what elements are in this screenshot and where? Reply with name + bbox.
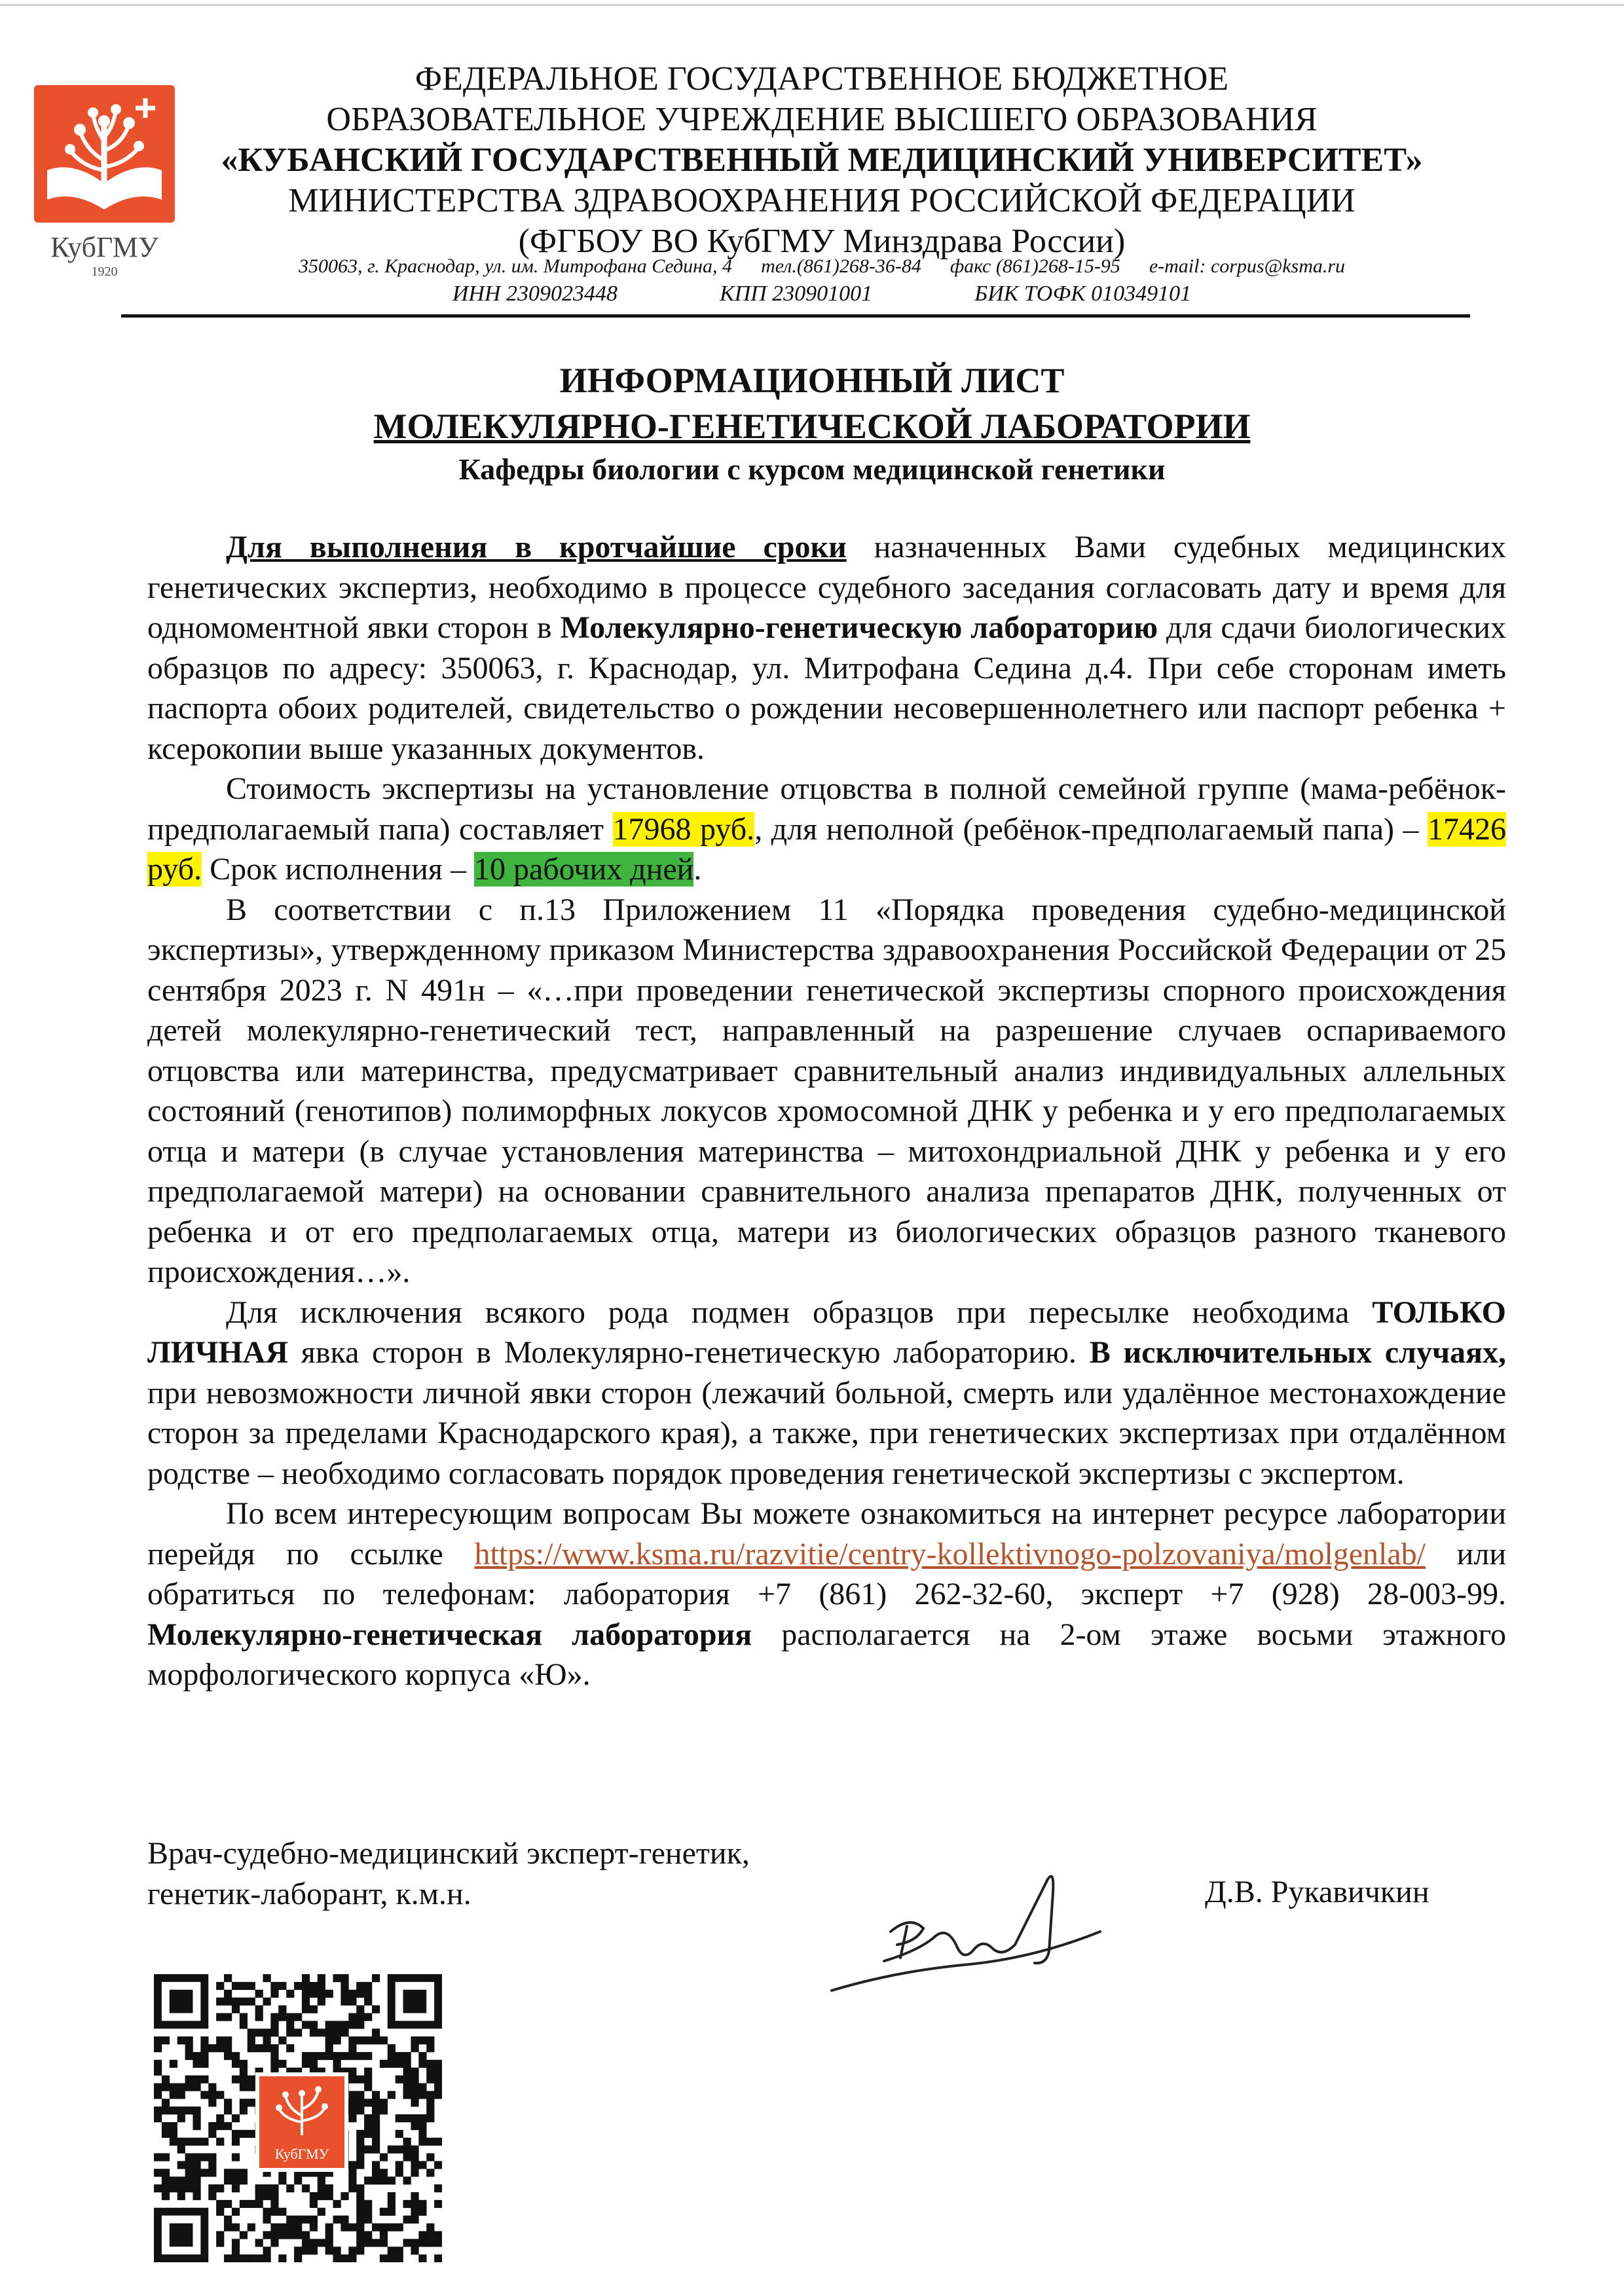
signer-position — [147, 1833, 750, 1915]
fax: факс (861)268-15-95 — [950, 255, 1120, 277]
letterhead — [196, 59, 1447, 262]
paragraph-4 — [147, 1293, 1506, 1494]
university-logo — [34, 85, 175, 282]
term: 10 рабочих дней — [473, 852, 694, 887]
contacts-line — [196, 255, 1447, 278]
p2-text-3: Срок исполнения – — [202, 852, 474, 887]
document-body — [147, 527, 1506, 1695]
lab-name: Молекулярно-генетическую лабораторию — [560, 610, 1158, 645]
exceptional-cases: В исключительных случаях, — [1089, 1335, 1507, 1370]
price-partial: 17426 руб. — [147, 811, 1507, 887]
price-full: 17968 руб. — [612, 811, 755, 847]
only-personal: ТОЛЬКО ЛИЧНАЯ — [147, 1294, 1506, 1370]
handwritten-signature — [819, 1853, 1113, 2004]
letterhead-divider — [121, 314, 1470, 318]
university-name: «КУБАНСКИЙ ГОСУДАРСТВЕННЫЙ МЕДИЦИНСКИЙ УНИВЕРСИТЕТ» — [221, 141, 1423, 179]
address: 350063, г. Краснодар, ул. им. Митрофана Седина, 4 — [298, 255, 733, 277]
p1-text-2: для сдачи биологических образцов по адресу: 350063, г. Краснодар, ул. Митрофана Седина д.4. При себе сторонам иметь паспорта обоих родителей, свидетельство о рождении несовершеннолетнего или паспорт ребенка + ксерокопии выше указанных документов. — [147, 610, 1506, 766]
p4-text-3: при невозможности личной явки сторон (лежачий больной, смерть или удалённое местонахождение сторон за пределами Краснодарского края), а также, при генетических экспертизах при отдалённом родстве – необходимо согласовать порядок проведения генетической экспертизы с экспертом. — [147, 1375, 1506, 1491]
requisites-line — [196, 282, 1447, 306]
p4-text-1: Для исключения всякого рода подмен образцов при пересылке необходима — [226, 1294, 1373, 1330]
p4-text-2: явка сторон в Молекулярно-генетическую лабораторию. — [288, 1335, 1090, 1370]
lab-name-2: Молекулярно-генетическая лаборатория — [147, 1617, 752, 1652]
p2-text-4: . — [693, 852, 702, 887]
paragraph-2 — [147, 769, 1506, 890]
letterhead-line-2: ОБРАЗОВАТЕЛЬНОЕ УЧРЕЖДЕНИЕ ВЫСШЕГО ОБРАЗОВАНИЯ — [326, 101, 1318, 138]
bik: БИК ТОФК 010349101 — [974, 282, 1192, 306]
logo-name: КубГМУ — [50, 231, 158, 263]
p1-text-1: назначенных Вами судебных медицинских генетических экспертиз, необходимо в процессе судебного заседания согласовать дату и время для одномоментной явки сторон в — [147, 530, 1506, 645]
kpp: КПП 230901001 — [719, 282, 873, 306]
p5-text-1: По всем интересующим вопросам Вы можете ознакомиться на интернет ресурсе лаборатории перейдя по ссылке — [147, 1496, 1506, 1571]
tree-emblem-icon — [34, 85, 175, 223]
letterhead-line-5: (ФГБОУ ВО КубГМУ Минздрава России) — [518, 223, 1126, 260]
paragraph-5 — [147, 1494, 1506, 1695]
letterhead-line-1: ФЕДЕРАЛЬНОЕ ГОСУДАРСТВЕННОЕ БЮДЖЕТНОЕ — [415, 60, 1229, 98]
p2-text-1: Стоимость экспертизы на установление отцовства в полной семейной группе (мама-ребёнок-предполагаемый папа) составляет — [147, 771, 1506, 847]
scan-edge-line — [0, 4, 1624, 6]
p5-text-2: или обратиться по телефонам: лаборатория +7 (861) 262-32-60, эксперт +7 (928) 28-003-99. — [147, 1536, 1507, 1611]
phone: тел.(861)268-36-84 — [761, 255, 921, 277]
signer-position-line-2: генетик-лаборант, к.м.н. — [147, 1877, 471, 1911]
paragraph-1 — [147, 527, 1506, 769]
inn: ИНН 2309023448 — [452, 282, 618, 306]
qr-logo-icon — [255, 2072, 348, 2172]
email: e-mail: corpus@ksma.ru — [1149, 255, 1346, 277]
signer-position-line-1: Врач-судебно-медицинский эксперт-генетик, — [147, 1836, 750, 1871]
lead-phrase: Для выполнения в кротчайшие сроки — [226, 530, 847, 564]
paragraph-3: В соответствии с п.13 Приложением 11 «Порядка проведения судебно-медицинской экспертизы», утвержденному приказом Министерства здравоохранения Российской Федерации от 25 сентября 2023 г. N 491н – «…при проведении генетической экспертизы спорного происхождения детей молекулярно-генетический тест, направленный на разрешение случаев оспариваемого отцовства или материнства, предусматривает сравнительный анализ индивидуальных аллельных состояний (генотипов) полиморфных локусов хромосомной ДНК у ребенка и у его предполагаемых отца и матери (в случае установления материнства – митохондриальной ДНК у ребенка и у его предполагаемой матери) на основании сравнительного анализа препаратов ДНК, полученных от ребенка и от его предполагаемых отца, матери из биологических образцов разного тканевого происхождения…». — [147, 892, 1506, 1289]
document-title: ИНФОРМАЦИОННЫЙ ЛИСТ — [559, 361, 1065, 400]
qr-logo-name: КубГМУ — [274, 2146, 329, 2162]
lab-website-link[interactable]: https://www.ksma.ru/razvitie/centry-kollektivnogo-polzovaniya/molgenlab/ — [474, 1536, 1426, 1571]
letterhead-line-4: МИНИСТЕРСТВА ЗДРАВООХРАНЕНИЯ РОССИЙСКОЙ ФЕДЕРАЦИИ — [288, 182, 1356, 219]
qr-code[interactable] — [154, 1974, 442, 2262]
document-subtitle: МОЛЕКУЛЯРНО-ГЕНЕТИЧЕСКОЙ ЛАБОРАТОРИИ — [373, 407, 1251, 446]
p5-text-3: располагается на 2-ом этаже восьми этажного морфологического корпуса «Ю». — [147, 1617, 1506, 1692]
logo-year: 1920 — [91, 265, 118, 279]
signer-name: Д.В. Рукавичкин — [1205, 1875, 1430, 1909]
department-name: Кафедры биологии с курсом медицинской генетики — [458, 452, 1166, 486]
p2-text-2: , для неполной (ребёнок-предполагаемый папа) – — [754, 811, 1428, 847]
